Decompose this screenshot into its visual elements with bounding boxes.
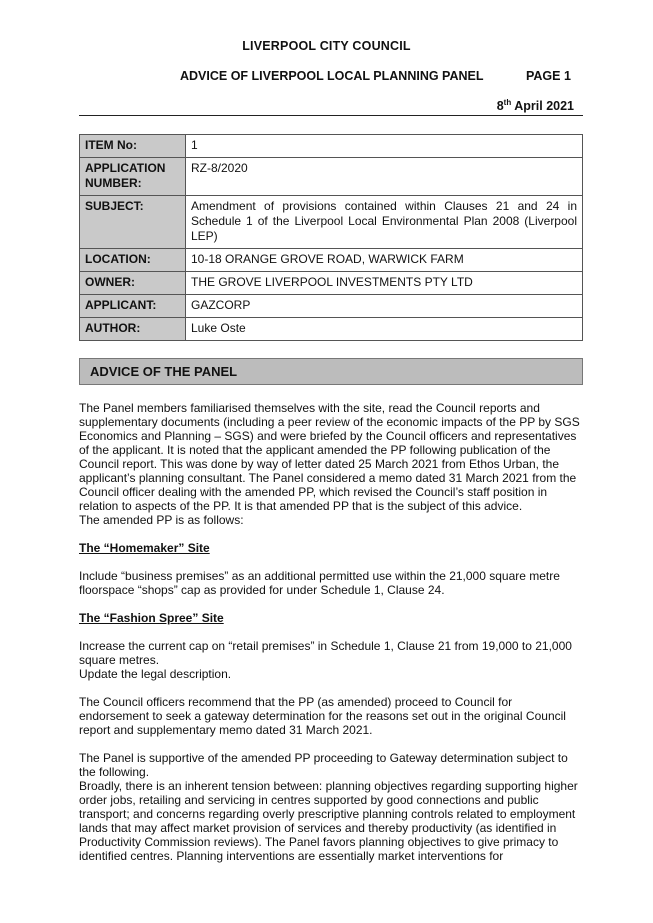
advice-body [79,401,585,863]
row-label: SUBJECT: [80,196,186,249]
paragraph-recommendation: The Council officers recommend that the PP (as amended) proceed to Council for endorsement to seek a gateway determination for the reasons set out in the original Council report and supplementary memo dated 31 March 2021. [79,695,566,737]
paragraph-legal-description: Update the legal description. [79,667,232,681]
row-label: OWNER: [80,272,186,295]
paragraph-panel-support: The Panel is supportive of the amended PP proceeding to Gateway determination subject to the following. [79,751,568,779]
row-label: ITEM No: [80,135,186,158]
row-label: APPLICANT: [80,295,186,318]
date-rest: April 2021 [511,99,574,114]
row-value: RZ-8/2020 [186,158,583,196]
paragraph-fashion-spree: Increase the current cap on “retail premises” in Schedule 1, Clause 21 from 19,000 to 21,000 square metres. [79,639,572,667]
header-divider [79,115,583,116]
subheading-fashion-spree: The “Fashion Spree” Site [79,611,224,625]
table-row [80,295,583,318]
row-value: Amendment of provisions contained within Clauses 21 and 24 in Schedule 1 of the Liverpool Local Environmental Plan 2008 (Liverpool LEP) [186,196,583,249]
paragraph-tension: Broadly, there is an inherent tension between: planning objectives regarding supporting higher order jobs, retailing and servicing in centres supported by good connections and public transport; and concerns regarding overly prescriptive planning controls related to employment lands that may affect market provision of services and thereby productivity (as identified in Productivity Commission reviews). The Panel favors planning objectives to give primacy to identified centres. Planning interventions are essentially market interventions for [79,779,578,863]
section-heading: ADVICE OF THE PANEL [79,358,583,385]
paragraph-homemaker: Include “business premises” as an additional permitted use within the 21,000 square metre floorspace “shops” cap as provided for under Schedule 1, Clause 24. [79,569,560,597]
row-value: GAZCORP [186,295,583,318]
table-row [80,272,583,295]
document-title: ADVICE OF LIVERPOOL LOCAL PLANNING PANEL [180,69,484,83]
council-name: LIVERPOOL CITY COUNCIL [242,39,411,53]
row-value: 1 [186,135,583,158]
row-label: AUTHOR: [80,318,186,341]
table-row [80,249,583,272]
document-date [497,98,574,113]
row-label: APPLICATION NUMBER: [80,158,186,196]
paragraph-intro: The Panel members familiarised themselves with the site, read the Council reports and supplementary documents (including a peer review of the economic impacts of the PP by SGS Economics and Planning – SGS) and were briefed by the Council officers and representatives of the applicant. It is noted that the applicant amended the PP following publication of the Council report. This was done by way of letter dated 25 March 2021 from Ethos Urban, the applicant’s planning consultant. The Panel considered a memo dated 31 March 2021 from the Council officer dealing with the amended PP, which revised the Council’s staff position in relation to aspects of the PP. It is that amended PP that is the subject of this advice. [79,401,580,513]
row-label: LOCATION: [80,249,186,272]
table-row [80,158,583,196]
date-suffix: th [503,98,512,107]
paragraph-amended-intro: The amended PP is as follows: [79,513,244,527]
subheading-homemaker: The “Homemaker” Site [79,541,210,555]
row-value: THE GROVE LIVERPOOL INVESTMENTS PTY LTD [186,272,583,295]
table-row [80,318,583,341]
date-day: 8 [496,99,504,114]
row-value: Luke Oste [186,318,583,341]
page-number: PAGE 1 [526,69,571,83]
table-row [80,135,583,158]
row-value: 10-18 ORANGE GROVE ROAD, WARWICK FARM [186,249,583,272]
table-row [80,196,583,249]
application-info-table [79,134,583,341]
